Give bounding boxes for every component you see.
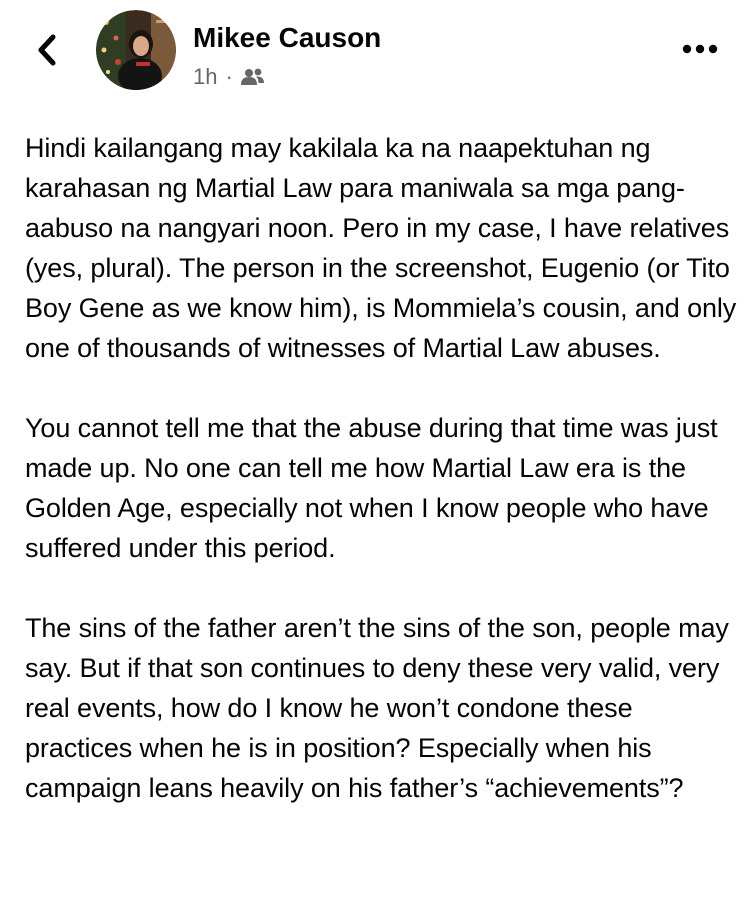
more-horizontal-icon <box>682 44 718 54</box>
meta-separator: · <box>225 64 233 89</box>
post-header <box>0 0 750 110</box>
avatar[interactable] <box>96 10 176 90</box>
more-options-button[interactable] <box>680 32 720 66</box>
post-paragraph: You cannot tell me that the abuse during that time was just made up. No one can tell me how Martial Law era is the Golden Age, especially not when I know people who have suffered under this period. <box>25 413 718 563</box>
back-button[interactable] <box>30 30 64 70</box>
chevron-left-icon <box>36 33 58 67</box>
post-body <box>25 128 740 848</box>
post-timestamp[interactable]: 1h <box>193 64 218 89</box>
post-paragraph: Hindi kailangang may kakilala ka na naapektuhan ng karahasan ng Martial Law para maniwala sa mga pang-aabuso na nangyari noon. Pero in my case, I have relatives (yes, plural). The person in the screenshot, Eugenio (or Tito Boy Gene as we know him), is Mommiela’s cousin, and only one of thousands of witnesses of Martial Law abuses. <box>25 133 737 363</box>
author-name[interactable]: Mikee Causon <box>193 22 382 53</box>
avatar-photo <box>96 10 176 90</box>
friends-icon[interactable] <box>241 67 265 87</box>
post-paragraph: The sins of the father aren’t the sins of the son, people may say. But if that son continues to deny these very valid, very real events, how do I know he won’t condone these practices when he is in position? Especially when his campaign leans heavily on his father’s “achievements”? <box>25 613 729 803</box>
post-meta <box>193 62 265 92</box>
